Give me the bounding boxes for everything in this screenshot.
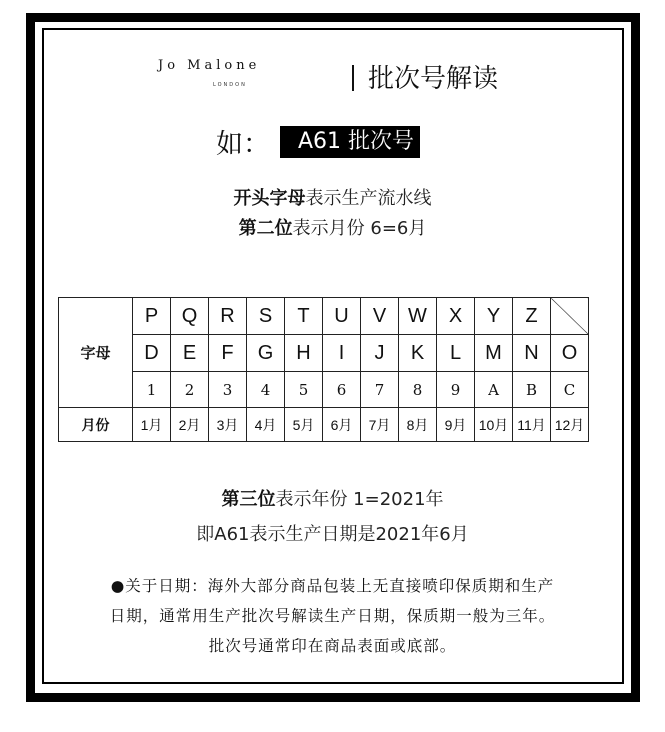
table-cell: 4 <box>247 372 285 408</box>
table-cell: G <box>247 335 285 372</box>
note-line-2: 日期，通常用生产批次号解读生产日期，保质期一般为三年。 <box>109 607 556 625</box>
rule-third-rest: 表示年份 1=2021年 <box>275 489 444 510</box>
note-line-1: ●关于日期：海外大部分商品包装上无直接喷印保质期和生产 <box>110 577 555 595</box>
example-prefix: 如： <box>216 129 270 160</box>
table-cell: 9月 <box>437 408 475 442</box>
table-row-letters-2 <box>59 335 589 372</box>
table-row-codes <box>59 372 589 408</box>
table-cell: M <box>475 335 513 372</box>
table-cell: 1 <box>133 372 171 408</box>
table-cell: 6 <box>323 372 361 408</box>
rule-second-char <box>0 214 665 240</box>
table-cell: 5 <box>285 372 323 408</box>
table-cell: H <box>285 335 323 372</box>
table-cell: V <box>361 298 399 335</box>
example-code-badge: A61 批次号 <box>280 126 420 158</box>
note-line-3: 批次号通常印在商品表面或底部。 <box>208 637 457 655</box>
rule-first-bold: 开头字母 <box>233 188 306 209</box>
table-cell: F <box>209 335 247 372</box>
table-cell: Y <box>475 298 513 335</box>
table-cell: 5月 <box>285 408 323 442</box>
example-row <box>216 122 420 161</box>
table-cell: 7月 <box>361 408 399 442</box>
rule-first-rest: 表示生产流水线 <box>305 188 432 209</box>
brand-name: Jo Malone <box>158 58 261 73</box>
page-title-text: 批次号解读 <box>368 64 499 94</box>
table-cell: 2月 <box>171 408 209 442</box>
table-cell: N <box>513 335 551 372</box>
table-cell: L <box>437 335 475 372</box>
table-cell: 9 <box>437 372 475 408</box>
table-cell: Z <box>513 298 551 335</box>
rule-example-line: 即A61表示生产日期是2021年6月 <box>196 524 469 545</box>
row-label-month: 月份 <box>59 408 133 442</box>
table-row-months <box>59 408 589 442</box>
table-cell: T <box>285 298 323 335</box>
empty-slash-cell <box>551 298 589 335</box>
table-cell: B <box>513 372 551 408</box>
table-cell: 8月 <box>399 408 437 442</box>
table-row-letters-1 <box>59 298 589 335</box>
batch-code-table <box>58 297 589 442</box>
table-cell: 7 <box>361 372 399 408</box>
brand-logo <box>158 58 261 88</box>
table-cell: K <box>399 335 437 372</box>
table-cell: R <box>209 298 247 335</box>
table-cell: 4月 <box>247 408 285 442</box>
table-cell: D <box>133 335 171 372</box>
table-cell: U <box>323 298 361 335</box>
rule-third-char <box>0 485 665 511</box>
table-cell: 1月 <box>133 408 171 442</box>
table-cell: Q <box>171 298 209 335</box>
table-cell: X <box>437 298 475 335</box>
table-cell: I <box>323 335 361 372</box>
table-cell: C <box>551 372 589 408</box>
table-cell: 6月 <box>323 408 361 442</box>
table-cell: 2 <box>171 372 209 408</box>
table-cell: P <box>133 298 171 335</box>
row-label-letters: 字母 <box>59 298 133 408</box>
rule-first-char <box>0 184 665 210</box>
table-cell: 11月 <box>513 408 551 442</box>
table-cell: 8 <box>399 372 437 408</box>
table-cell: 3 <box>209 372 247 408</box>
table-cell: A <box>475 372 513 408</box>
title-divider <box>352 65 354 91</box>
table-cell: 10月 <box>475 408 513 442</box>
table-cell: W <box>399 298 437 335</box>
rule-third-bold: 第三位 <box>221 489 276 510</box>
table-cell: 12月 <box>551 408 589 442</box>
rule-second-bold: 第二位 <box>238 218 293 239</box>
brand-sub: LONDON <box>213 82 247 88</box>
table-cell: S <box>247 298 285 335</box>
table-cell: O <box>551 335 589 372</box>
table-cell: J <box>361 335 399 372</box>
table-cell: 3月 <box>209 408 247 442</box>
table-cell: E <box>171 335 209 372</box>
rule-second-rest: 表示月份 6=6月 <box>292 218 427 239</box>
page-title <box>352 58 498 95</box>
